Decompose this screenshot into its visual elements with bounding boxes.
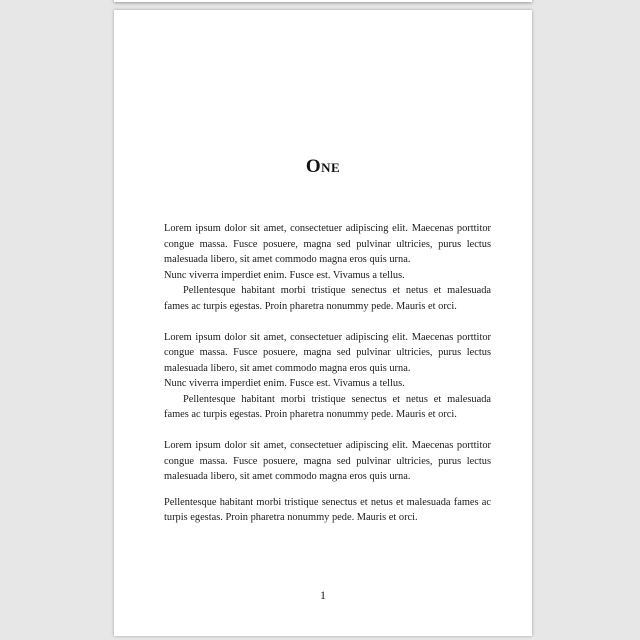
- paragraph: Nunc viverra imperdiet enim. Fusce est. Vivamus a tellus.: [164, 378, 405, 389]
- page-number: 1: [320, 588, 326, 602]
- document-page: [114, 10, 532, 636]
- paragraph: Pellentesque habitant morbi tristique senectus et netus et malesuada fames ac turpis egestas. Proin pharetra nonummy pede. Mauris et orci.: [164, 285, 491, 312]
- paragraph-spacer: [164, 423, 491, 439]
- chapter-title: One: [305, 156, 341, 177]
- paragraph: Pellentesque habitant morbi tristique senectus et netus et malesuada fames ac turpis egestas. Proin pharetra nonummy pede. Mauris et orci.: [164, 496, 491, 523]
- paragraph-spacer: [164, 485, 491, 495]
- paragraph: Lorem ipsum dolor sit amet, consectetuer adipiscing elit. Maecenas porttitor congue massa. Fusce posuere, magna sed pulvinar ultricies, purus lectus malesuada libero, sit amet commodo magna eros quis urna.: [164, 331, 491, 374]
- previous-page-edge: [114, 0, 532, 2]
- body-text: [164, 221, 491, 526]
- paragraph: Lorem ipsum dolor sit amet, consectetuer adipiscing elit. Maecenas porttitor congue massa. Fusce posuere, magna sed pulvinar ultricies, purus lectus malesuada libero, sit amet commodo magna eros quis urna.: [164, 440, 491, 482]
- paragraph: Lorem ipsum dolor sit amet, consectetuer adipiscing elit. Maecenas porttitor congue massa. Fusce posuere, magna sed pulvinar ultricies, purus lectus malesuada libero, sit amet commodo magna eros quis urna.: [164, 223, 491, 265]
- paragraph: Pellentesque habitant morbi tristique senectus et netus et malesuada fames ac turpis egestas. Proin pharetra nonummy pede. Mauris et orci.: [164, 393, 491, 420]
- paragraph-spacer: [164, 314, 491, 330]
- paragraph: Nunc viverra imperdiet enim. Fusce est. Vivamus a tellus.: [164, 269, 405, 281]
